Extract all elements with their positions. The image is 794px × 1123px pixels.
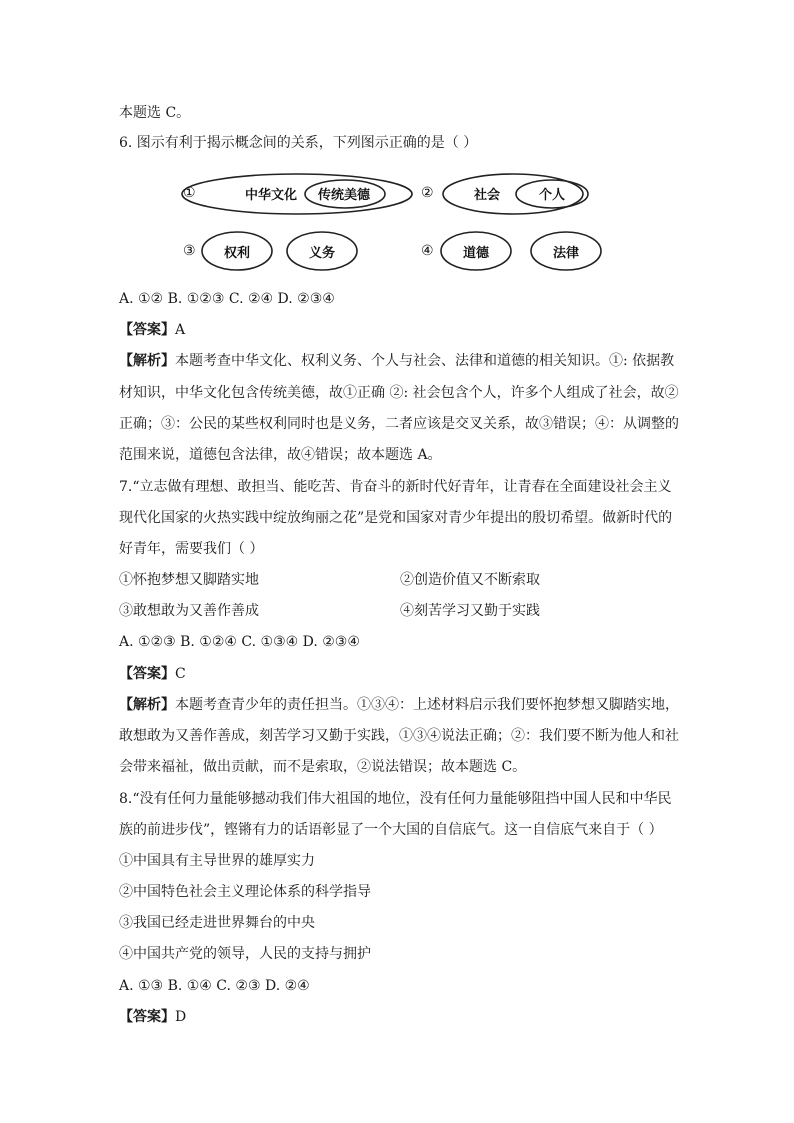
answer-value: D [175, 1009, 187, 1025]
answer-8 [119, 1007, 734, 1027]
explanation-label: 【解析】 [119, 353, 175, 369]
explanation-text: 本题考查青少年的责任担当。①③④：上述材料启示我们要怀抱梦想又脚踏实地， [175, 697, 679, 713]
question-6-options: A. ①② B. ①②③ C. ②④ D. ②③④ [119, 291, 335, 307]
question-8-option-1: ①中国具有主导世界的雄厚实力 [119, 853, 315, 869]
explanation-label: 【解析】 [119, 697, 175, 713]
answer-value: C [175, 666, 186, 682]
answer-label: 【答案】 [119, 1009, 175, 1025]
explanation-6-line-3: 正确；③：公民的某些权利同时也是义务，二者应该是交叉关系，故③错误；④：从调整的 [119, 416, 679, 432]
diagram4-label-a: 道德 [463, 246, 490, 261]
question-7-option-1: ①怀抱梦想又脚踏实地 [119, 572, 259, 588]
answer-value: A [175, 322, 186, 338]
question-7-option-row-1 [119, 570, 734, 590]
question-7-option-row-2 [119, 601, 734, 621]
answer-7 [119, 664, 734, 684]
question-8-option-2: ②中国特色社会主义理论体系的科学指导 [119, 884, 371, 900]
diagram4-label-b: 法律 [553, 246, 580, 261]
answer-6 [119, 320, 734, 340]
diagram3-label-b: 义务 [309, 246, 336, 261]
diagram-number-2: ② [421, 185, 434, 201]
question-7-option-4: ④刻苦学习又勤于实践 [400, 603, 540, 619]
question-8-option-3: ③我国已经走进世界舞台的中央 [119, 915, 315, 931]
question-7-line-1: 7.“立志做有理想、敢担当、能吃苦、肯奋斗的新时代好青年，让青春在全面建设社会主义 [119, 479, 672, 495]
question-7-line-2: 现代化国家的火热实践中绽放绚丽之花”是党和国家对青少年提出的殷切希望。做新时代的 [119, 510, 673, 526]
explanation-6-line-1 [119, 351, 734, 371]
answer-label: 【答案】 [119, 666, 175, 682]
explanation-7-line-2: 敢想敢为又善作善成，刻苦学习又勤于实践，①③④说法正确；②：我们要不断为他人和社 [119, 728, 679, 744]
diagram-number-4: ④ [421, 243, 434, 259]
answer-label: 【答案】 [119, 322, 175, 338]
question-8-line-2: 族的前进步伐”，铿锵有力的话语彰显了一个大国的自信底气。这一自信底气来自于（ ） [119, 822, 663, 838]
diagram2-inner-label: 个人 [539, 188, 566, 203]
question-8-option-4: ④中国共产党的领导，人民的支持与拥护 [119, 946, 371, 962]
diagram-number-3: ③ [183, 243, 196, 259]
diagram2-outer-label: 社会 [474, 188, 501, 203]
question-8-options: A. ①③ B. ①④ C. ②③ D. ②④ [119, 978, 310, 994]
question-8-line-1: 8.“没有任何力量能够撼动我们伟大祖国的地位，没有任何力量能够阻挡中国人民和中华民 [119, 791, 672, 807]
explanation-7-line-1 [119, 695, 734, 715]
diagram-number-1: ① [183, 185, 196, 201]
question-7-options: A. ①②③ B. ①②④ C. ①③④ D. ②③④ [119, 634, 360, 650]
explanation-text: 本题考查中华文化、权利义务、个人与社会、法律和道德的相关知识。①: 依据教 [175, 353, 675, 369]
text-line: 本题选 C。 [119, 105, 191, 121]
diagram3-label-a: 权利 [224, 246, 251, 261]
question-7-line-3: 好青年，需要我们（ ） [119, 541, 264, 557]
explanation-6-line-2: 材知识，中华文化包含传统美德，故①正确 ②: 社会包含个人，许多个人组成了社会，故② [119, 385, 679, 401]
question-7-option-2: ②创造价值又不断索取 [400, 572, 540, 588]
question-7-option-3: ③敢想敢为又善作善成 [119, 603, 259, 619]
explanation-7-line-3: 会带来福祉，做出贡献，而不是索取，②说法错误；故本题选 C。 [119, 759, 527, 775]
explanation-6-line-4: 范围来说，道德包含法律，故④错误；故本题选 A。 [119, 447, 442, 463]
diagram1-inner-label: 传统美德 [318, 188, 371, 203]
concept-diagram [175, 169, 635, 279]
diagram1-outer-label: 中华文化 [245, 188, 298, 203]
question-6: 6. 图示有利于揭示概念间的关系，下列图示正确的是（ ） [119, 135, 478, 151]
